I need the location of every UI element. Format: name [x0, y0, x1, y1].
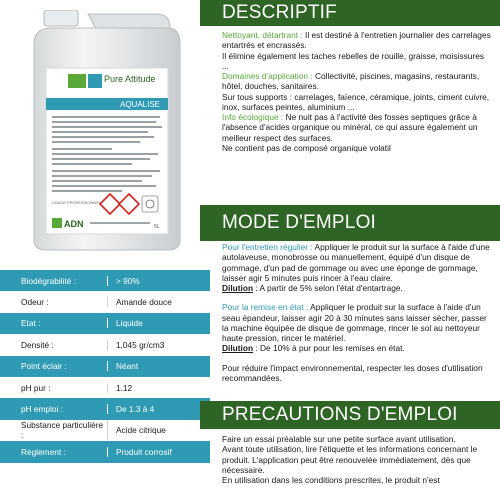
spec-row [0, 356, 210, 377]
spec-table [0, 270, 210, 463]
precaution-text: En utilisation dans les conditions prescrites, le produit n'est [222, 475, 440, 485]
spec-label: Biodégrabilité : [0, 276, 108, 286]
spec-label: Substance particulière : [0, 420, 108, 440]
reset-text: Appliquer le produit sur la surface à l'aide d'un seau épandeur, laisser agir 20 à 30 minutes sans laisser sécher, passer la machine équipée de disque de gommage, rincer le sol au nettoyeur haute pression, rincer le matériel. [222, 302, 487, 343]
eco-text: Ne nuit pas à l'activité des fosses septiques grâce à l'absence d'acides organique ou minéral, ce qui assure également un meilleur respect des surfaces. [222, 112, 478, 143]
spec-value: Amande douce [116, 297, 172, 308]
brand-name: Pure Attitude [104, 74, 156, 84]
regular-dilution-text: : A partir de 5% selon l'état d'entartrage. [253, 283, 403, 293]
descriptif-section [222, 30, 492, 153]
precautions-section [222, 434, 492, 485]
spec-row [0, 377, 210, 398]
spec-label: Règlement : [0, 447, 108, 457]
intro-text: Il est destiné à l'entretien journalier des carrelages entartrés et encrassés. [222, 30, 491, 51]
voc-text: Ne contient pas de composé organique volatil [222, 142, 391, 153]
domains-label: Domaines d'application : [222, 71, 313, 81]
spec-value: De 1.3 à 4 [116, 404, 155, 415]
spec-value: Produit corrosif [116, 446, 172, 457]
eco-label: Info écologique : [222, 112, 284, 122]
regular-text: Appliquer le produit sur la surface à l'aide d'une autolaveuse, monobrosse ou manuellement, équipé d'un disque de gommage, d'un pad de gommage ou avec une éponge de gommage, laisser agir 5 minutes puis rincer à l'eau claire. [222, 242, 490, 283]
mode-header: MODE D'EMPLOI [200, 205, 500, 241]
spec-value: Néant [116, 361, 139, 372]
spec-label: Odeur : [0, 297, 108, 307]
spec-label: Densité : [0, 340, 108, 350]
spec-row [0, 313, 210, 334]
spec-value: Acide citrique [116, 425, 166, 436]
regular-dilution-label: Dilution [222, 283, 254, 293]
precaution-text: Avant toute utilisation, lire l'étiquette et les informations concernant le produit. L'application peut être renouvelée immédiatement, dès que nécessaire. [222, 444, 478, 475]
label-footer-text: USAGE PROFESSIONNEL [52, 200, 102, 205]
regular-label: Pour l'entretien régulier : [222, 242, 313, 252]
precaution-text: Faire un essai préalable sur une petite surface avant utilisation. [222, 434, 456, 444]
spec-label: Etat : [0, 318, 108, 328]
descriptif-line2: Il élimine également les taches rebelles de rouille, graisse, moisissures ... [222, 50, 485, 71]
spec-row [0, 398, 210, 419]
maker-logo: ADN [64, 219, 84, 229]
spec-row [0, 270, 210, 291]
descriptif-header: DESCRIPTIF [200, 0, 500, 26]
spec-label: pH pur : [0, 383, 108, 393]
product-name: AQUALISE [120, 100, 161, 109]
hazard-pictograms-icon [100, 194, 158, 214]
impact-text: Pour réduire l'impact environnemental, respecter les doses d'utilisation recommandées. [222, 362, 483, 383]
spec-value: 1.12 [116, 382, 133, 393]
reset-dilution-label: Dilution [222, 343, 254, 354]
product-panel [0, 0, 210, 500]
spec-value: 1,045 gr/cm3 [116, 339, 165, 350]
product-jug-image [28, 10, 186, 252]
spec-value: Liquide [116, 318, 143, 329]
mode-section [222, 242, 492, 383]
spec-row [0, 420, 210, 441]
reset-dilution-text: : De 10% à pur pour les remises en état. [253, 343, 405, 354]
reset-label: Pour la remise en état : [222, 302, 309, 313]
spec-value: > 90% [116, 275, 140, 286]
spec-row [0, 291, 210, 312]
supports-text: Sur tous supports : carrelages, faïence, céramique, joints, ciment cuivre, inox, surfaces peintes, aluminium ... [222, 91, 490, 112]
domains-text: Collectivité, piscines, magasins, restaurants, hôtel, douches, sanitaires. [222, 71, 480, 92]
spec-label: pH emploi : [0, 404, 108, 414]
spec-label: Point éclair : [0, 361, 108, 371]
intro-label: Nettoyant, détartrant : [222, 30, 303, 40]
precautions-header: PRECAUTIONS D'EMPLOI [200, 401, 500, 429]
spec-row [0, 334, 210, 355]
volume-text: 5L [154, 224, 160, 230]
spec-row [0, 441, 210, 462]
